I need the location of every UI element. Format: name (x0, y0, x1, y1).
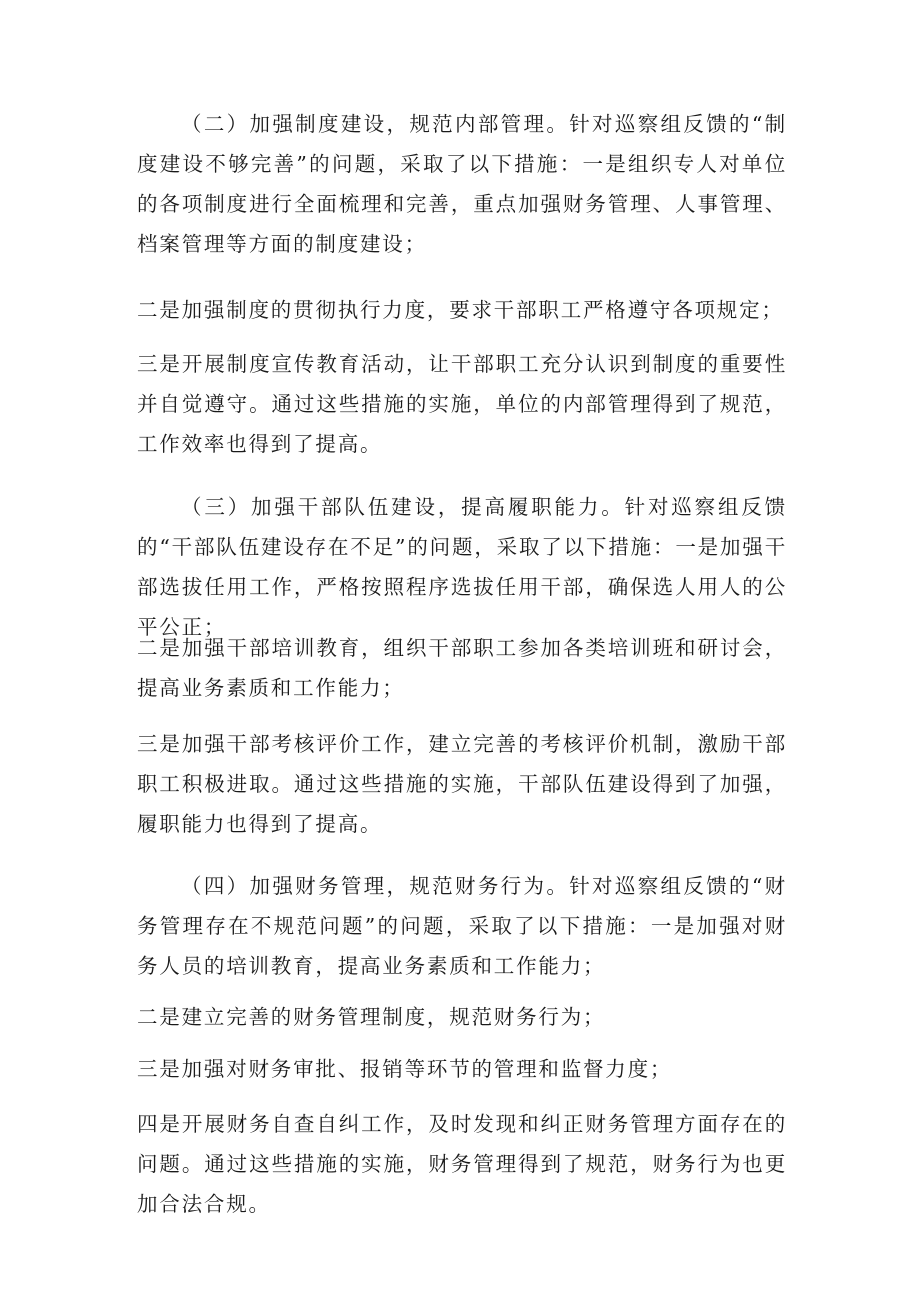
section-3-paragraph: （三）加强干部队伍建设，提高履职能力。针对巡察组反馈的“干部队伍建设存在不足”的问题，采取了以下措施：一是加强干部选拔任用工作，严格按照程序选拔任用干部，确保选人用人的公平公正； (137, 495, 787, 639)
section-3-measure-3: 三是加强干部考核评价工作，建立完善的考核评价机制，激励干部职工积极进取。通过这些措施的实施，干部队伍建设得到了加强，履职能力也得到了提高。 (137, 732, 787, 836)
section-2-measure-2: 二是加强制度的贯彻执行力度，要求干部职工严格遵守各项规定； (137, 298, 784, 322)
section-4-measure-4: 四是开展财务自查自纠工作，及时发现和纠正财务管理方面存在的问题。通过这些措施的实施，财务管理得到了规范，财务行为也更加合法合规。 (137, 1112, 787, 1216)
section-4-measure-3: 三是加强对财务审批、报销等环节的管理和监督力度； (137, 1057, 673, 1081)
section-3-measure-2: 二是加强干部培训教育，组织干部职工参加各类培训班和研讨会，提高业务素质和工作能力； (137, 636, 787, 700)
section-4-measure-2: 二是建立完善的财务管理制度，规范财务行为； (137, 1005, 606, 1029)
section-2-measure-3: 三是开展制度宣传教育活动，让干部职工充分认识到制度的重要性并自觉遵守。通过这些措施的实施，单位的内部管理得到了规范，工作效率也得到了提高。 (137, 352, 787, 456)
section-4-paragraph: （四）加强财务管理，规范财务行为。针对巡察组反馈的“财务管理存在不规范问题”的问题，采取了以下措施：一是加强对财务人员的培训教育，提高业务素质和工作能力； (137, 874, 787, 978)
section-2-paragraph: （二）加强制度建设，规范内部管理。针对巡察组反馈的“制度建设不够完善”的问题，采取了以下措施：一是组织专人对单位的各项制度进行全面梳理和完善，重点加强财务管理、人事管理、档案管理等方面的制度建设； (137, 112, 787, 256)
